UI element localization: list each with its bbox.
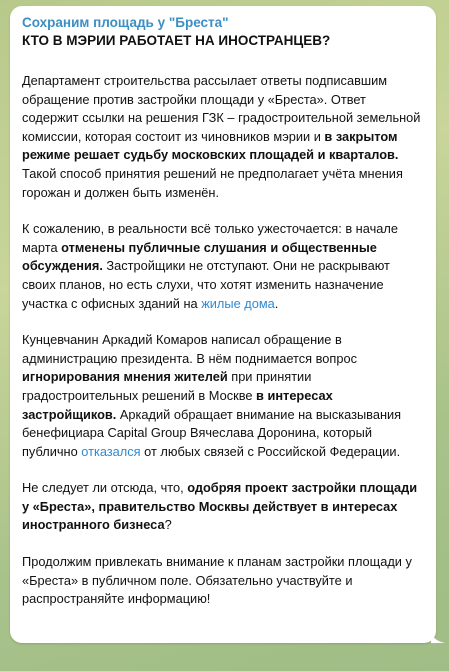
p1-bold: в закрытом режиме решает судьбу московских площадей и кварталов. xyxy=(22,128,399,163)
p1-text-c: Такой способ принятия решений не предполагает учёта мнения горожан и должен быть изменён. xyxy=(22,165,403,200)
p3-text-e: Аркадий обращает внимание на высказывания бенефициара Capital Group Вячеслава Доронина, который публично xyxy=(22,406,402,459)
p1-text-a: Департамент строительства рассылает ответы подписавшим обращение против застройки площади у «Бреста». Ответ содержит ссылки на решения ГЗК – градостроительной земельной комиссии, которая состоит из чиновников мэрии и xyxy=(22,73,421,144)
p3-text-a: Кунцевчанин Аркадий Комаров написал обращение в администрацию президента. В нём поднимается вопрос xyxy=(22,332,357,366)
p4-text-c: ? xyxy=(164,517,172,533)
paragraph-5: Продолжим привлекать внимание к планам застройки площади у «Бреста» в публичном поле. Обязательно участвуйте и распространяйте информацию! xyxy=(22,554,412,607)
p3-bold-1: игнорирования мнения жителей xyxy=(22,369,228,385)
channel-name[interactable]: Сохраним площадь у "Бреста" xyxy=(22,15,229,30)
paragraph-3 xyxy=(22,331,426,461)
message-bubble xyxy=(10,6,436,643)
paragraph-4 xyxy=(22,479,426,535)
p2-text-d: . xyxy=(274,295,279,311)
p2-text-a: К сожалению, в реальности всё только ужесточается: в начале марта xyxy=(22,221,398,255)
paragraph-2 xyxy=(22,220,426,313)
bubble-tail xyxy=(431,628,445,643)
refused-link[interactable]: отказался xyxy=(81,443,141,459)
p3-bold-2: в интересах застройщиков. xyxy=(22,387,333,422)
p4-bold: одобряя проект застройки площади у «Бреста», правительство Москвы действует в интересах иностранного бизнеса xyxy=(22,480,418,533)
p3-text-c: при принятии градостроительных решений в Москве xyxy=(22,369,312,403)
p2-bold: отменены публичные слушания и общественные обсуждения. xyxy=(22,239,377,274)
paragraph-1 xyxy=(22,72,426,202)
p3-text-f: от любых связей с Российской Федерации. xyxy=(140,443,401,459)
p4-text-a: Не следует ли отсюда, что, xyxy=(22,480,188,496)
p2-text-c: Застройщики не отступают. Они не раскрывают своих планов, но есть слухи, что хотят изменить назначение участка с офисных зданий на xyxy=(22,258,390,311)
post-headline: КТО В МЭРИИ РАБОТАЕТ НА ИНОСТРАНЦЕВ? xyxy=(22,33,331,48)
residential-link[interactable]: жилые дома xyxy=(201,295,275,311)
